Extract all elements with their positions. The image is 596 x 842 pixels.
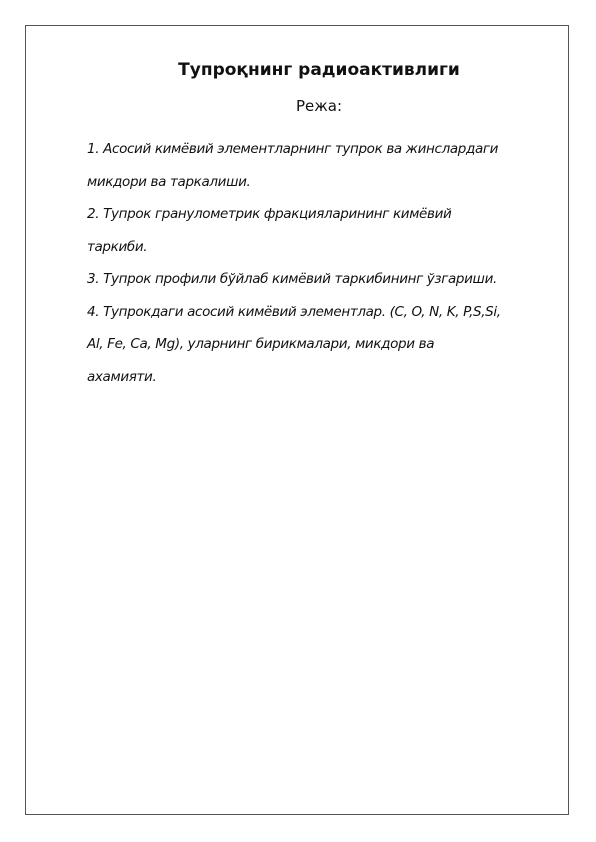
plan-item-4-line-2: Al, Fe, Ca, Mg), уларнинг бирикмалари, микдори ва (87, 336, 435, 352)
plan-item-4-line-3: ахамияти. (87, 368, 157, 385)
plan-item-2-line-1: 2. Тупрок гранулометрик фракцияларининг кимёвий (87, 206, 452, 222)
plan-heading: Режа: (295, 97, 343, 115)
plan-item-3-line-1: 3. Тупрок профили бўйлаб кимёвий таркибининг ўзгариши. (87, 271, 497, 287)
plan-item-4-line-1: 4. Тупрокдаги асосий кимёвий элементлар. (C, O, N, K, P,S,Si, (87, 303, 501, 320)
plan-item-2-line-2: таркиби. (87, 238, 148, 255)
plan-item-1-line-1: 1. Асосий кимёвий элементларнинг тупрок ва жинслардаги (87, 141, 499, 157)
document-title: Тупроқнинг радиоактивлиги (178, 60, 460, 80)
plan-list (87, 133, 557, 393)
plan-item-1-line-2: микдори ва таркалиши. (87, 173, 251, 190)
